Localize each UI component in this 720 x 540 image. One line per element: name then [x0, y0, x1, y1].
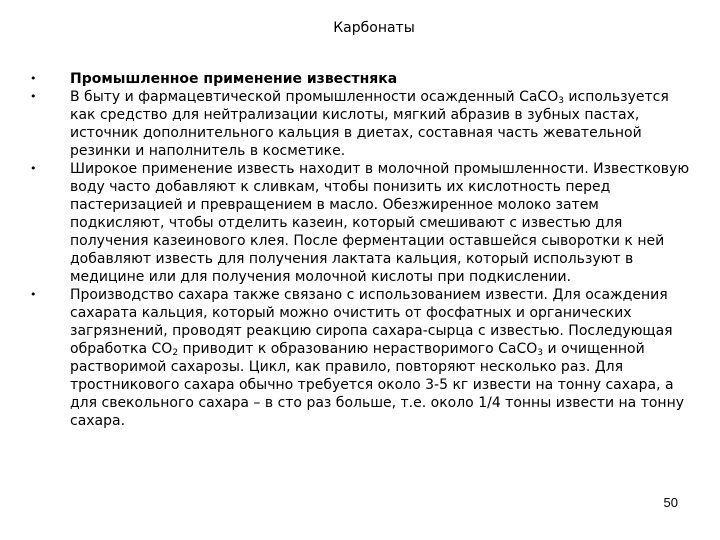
bullet-item-pharma	[28, 88, 692, 160]
subscript: 3	[537, 348, 544, 358]
text-fragment: В быту и фармацевтической промышленности осажденный CaCO	[70, 89, 559, 105]
text-fragment: Производство сахара также связано с использованием извести. Для осаждения сахарата кальция, который можно очистить от фосфатных и органических загрязнений, проводят реакцию сиропа сахара-сырца с известью. Последующая обработка CO	[70, 287, 673, 357]
bullet-heading-text: Промышленное применение известняка	[70, 71, 398, 87]
subscript: 3	[558, 96, 564, 106]
text-fragment: используется как средство для нейтрализации кислоты, мягкий абразив в зубных пастах, источник дополнительного кальция в диетах, составная часть жевательной резинки и наполнитель в косметике.	[70, 89, 669, 159]
subscript: 2	[172, 348, 179, 358]
text-fragment: приводит к образованию нерастворимого CaCO	[178, 341, 538, 357]
bullet-pharma-text	[70, 89, 669, 159]
slide-title: Карбонаты	[333, 20, 415, 36]
bullet-icon: •	[30, 288, 37, 301]
page-number: 50	[663, 495, 678, 510]
bullet-icon: •	[30, 72, 37, 85]
bullet-item-sugar	[28, 286, 692, 430]
bullet-icon: •	[30, 162, 37, 175]
bullet-dairy-text: Широкое применение известь находит в молочной промышленности. Известковую воду часто добавляют к сливкам, чтобы понизить их кислотность перед пастеризацией и превращением в масло. Обезжиренное молоко затем подкисляют, чтобы отделить казеин, который смешивают с известью для получения казеинового клея. После ферментации оставшейся сыворотки к ней добавляют известь для получения лактата кальция, который используют в медицине или для получения молочной кислоты при подкислении.	[70, 161, 690, 285]
bullet-sugar-text	[70, 287, 684, 429]
text-fragment: и очищенной растворимой сахарозы. Цикл, как правило, повторяют несколько раз. Для тростникового сахара обычно требуется около 3-5 кг извести на тонну сахара, а для свекольного сахара – в сто раз больше, т.е. около 1/4 тонны извести на тонну сахара.	[70, 341, 685, 429]
bullet-item-limestone-heading	[28, 70, 692, 88]
bullet-icon: •	[30, 90, 37, 103]
bullet-list	[28, 70, 692, 430]
bullet-item-dairy	[28, 160, 692, 286]
